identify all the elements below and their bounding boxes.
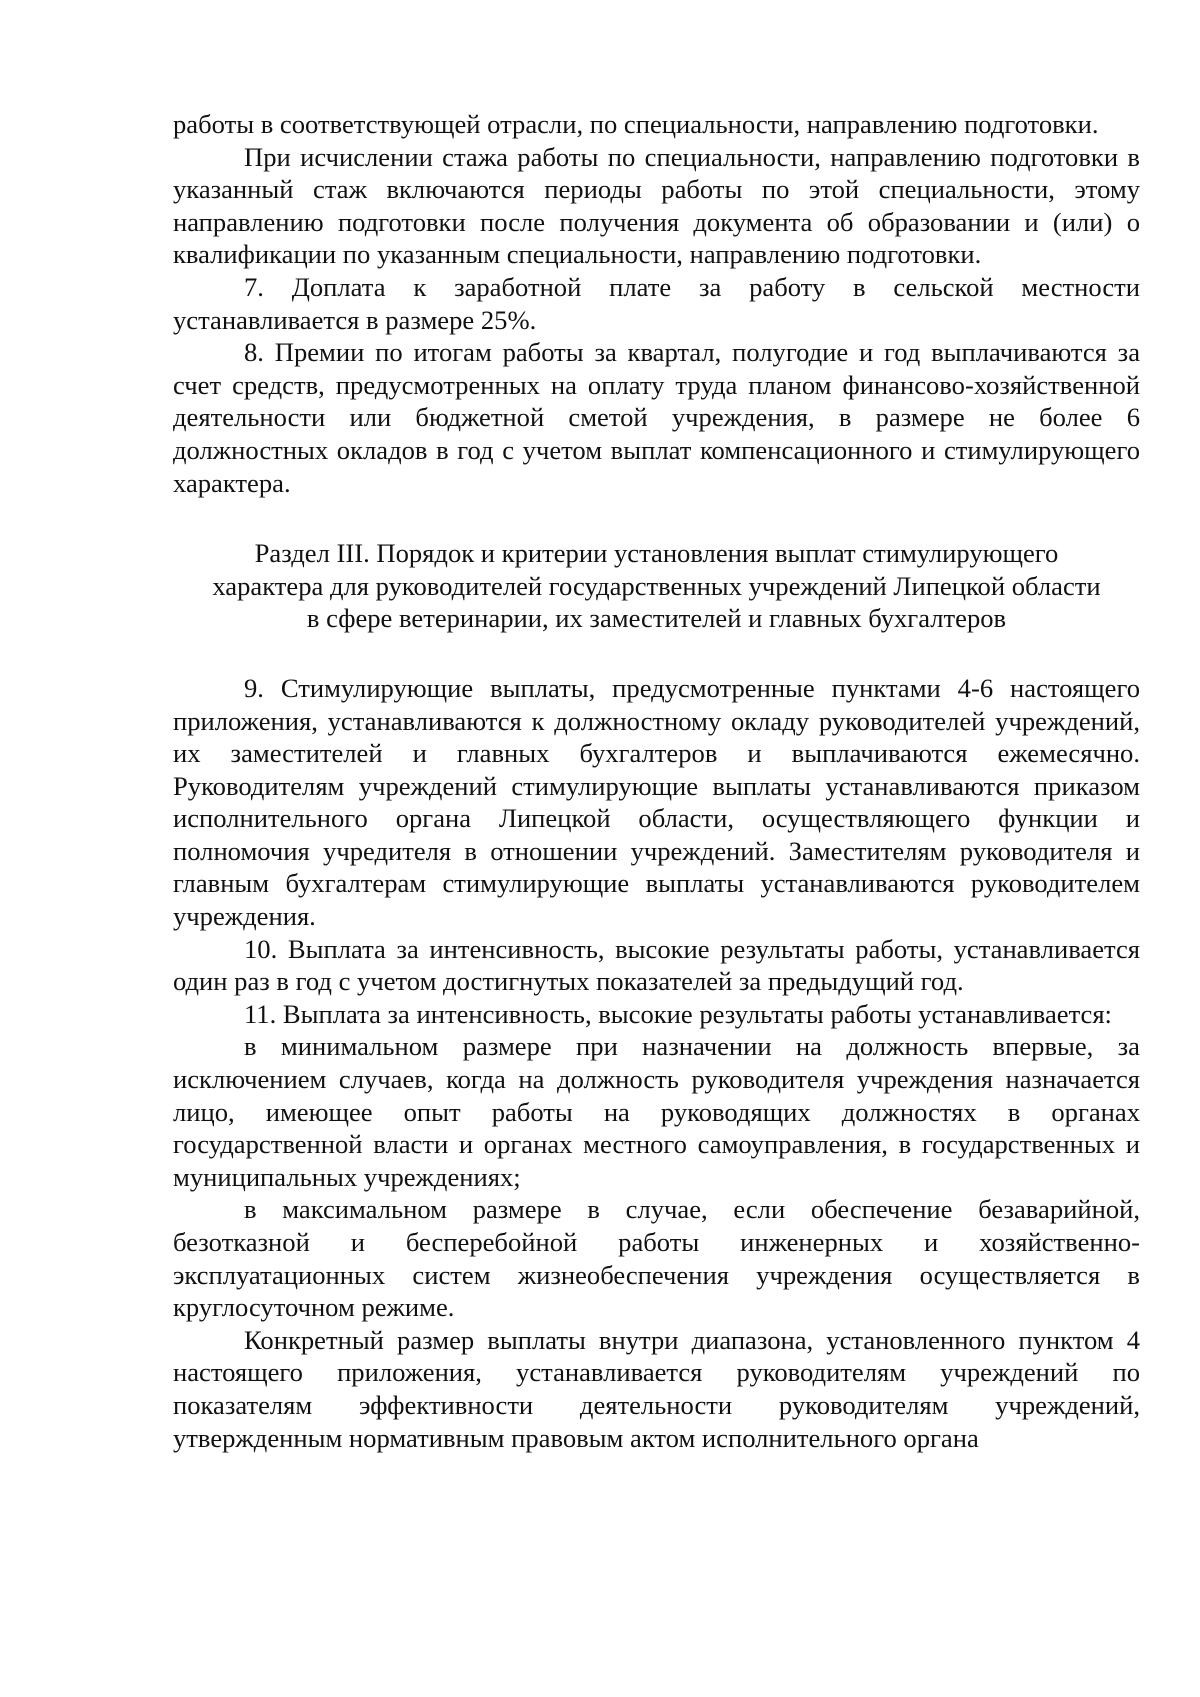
paragraph-maximum: в максимальном размере в случае, если обеспечение безаварийной, безотказной и бесперебойной работы инженерных и хозяйственно-эксплуатационных систем жизнеобеспечения учреждения осуществляется в круглосуточном режиме. [173,1194,1140,1323]
section-heading [173,537,1140,635]
section-heading-line-3: в сфере ветеринарии, их заместителей и главных бухгалтеров [306,603,1007,634]
paragraph-stazh: При исчислении стажа работы по специальности, направлению подготовки в указанный стаж включаются периоды работы по этой специальности, этому направлению подготовки после получения документа об образовании и (или) о квалификации по указанным специальности, направлению подготовки. [173,141,1140,270]
paragraph-8: 8. Премии по итогам работы за квартал, полугодие и год выплачиваются за счет средств, предусмотренных на оплату труда планом финансово-хозяйственной деятельности или бюджетной сметой учреждения, в размере не более 6 должностных окладов в год с учетом выплат компенсационного и стимулирующего характера. [173,337,1140,498]
paragraph-9: 9. Стимулирующие выплаты, предусмотренные пунктами 4-6 настоящего приложения, устанавливаются к должностному окладу руководителей учреждений, их заместителей и главных бухгалтеров и выплачиваются ежемесячно. Руководителям учреждений стимулирующие выплаты устанавливаются приказом исполнительного органа Липецкой области, осуществляющего функции и полномочия учредителя в отношении учреждений. Заместителям руководителя и главным бухгалтерам стимулирующие выплаты устанавливаются руководителем учреждения. [173,672,1140,932]
section-heading-line-1: Раздел III. Порядок и критерии установления выплат стимулирующего [254,538,1059,569]
paragraph-specific-size: Конкретный размер выплаты внутри диапазона, установленного пунктом 4 настоящего приложения, устанавливается руководителям учреждений по показателям эффективности деятельности руководителям учреждений, утвержденным нормативным правовым актом исполнительного органа [173,1324,1140,1453]
paragraph-10: 10. Выплата за интенсивность, высокие результаты работы, устанавливается один раз в год с учетом достигнутых показателей за предыдущий год. [173,933,1140,997]
paragraph-7: 7. Доплата к заработной плате за работу в сельской местности устанавливается в размере 25%. [173,271,1140,335]
paragraph-continuation: работы в соответствующей отрасли, по специальности, направлению подготовки. [173,109,1099,139]
paragraph-minimum: в минимальном размере при назначении на должность впервые, за исключением случаев, когда на должность руководителя учреждения назначается лицо, имеющее опыт работы на руководящих должностях в органах государственной власти и органах местного самоуправления, в государственных и муниципальных учреждениях; [173,1031,1140,1192]
section-heading-line-2: характера для руководителей государственных учреждений Липецкой области [212,570,1101,601]
paragraph-11: 11. Выплата за интенсивность, высокие результаты работы устанавливается: [244,998,1112,1029]
document-page [173,108,1140,1454]
